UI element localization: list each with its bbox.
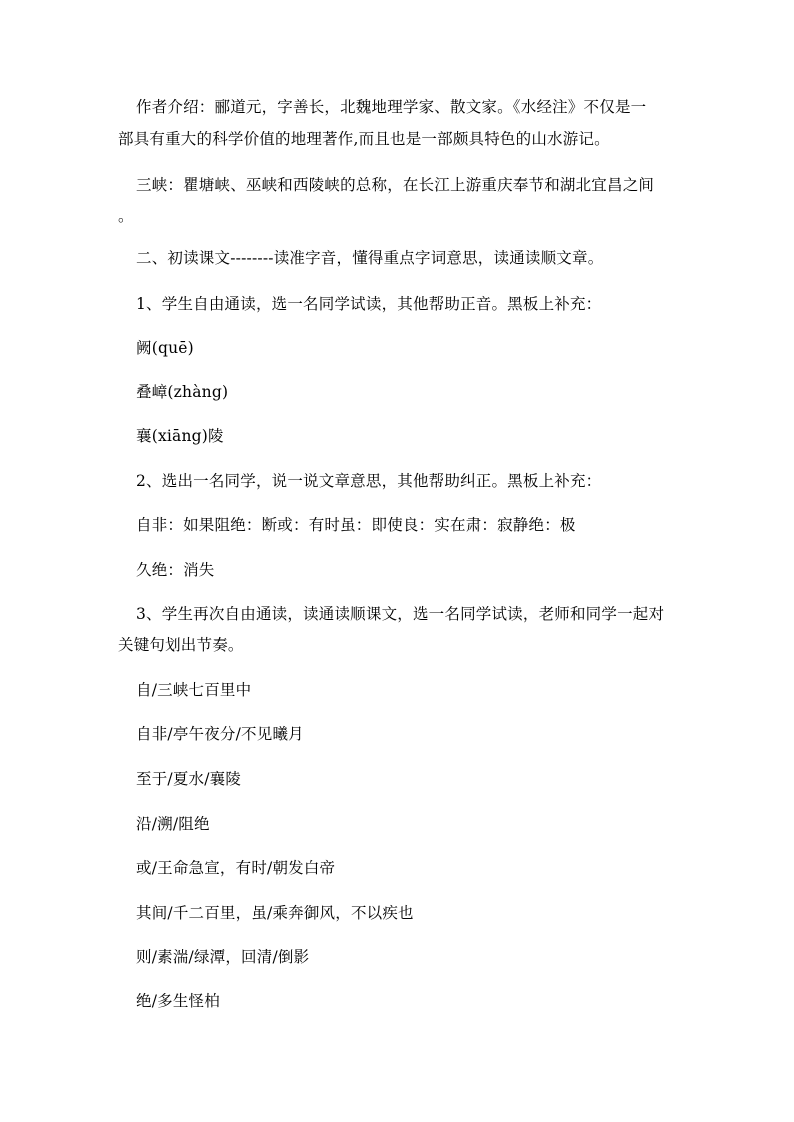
pronunciation-item: 阙(quē) [136,339,194,357]
definitions-line-2: 久绝：消失 [136,561,215,579]
step-3-text-line-1: 3、学生再次自由通读，读通读顺课文，选一名同学试读，老师和同学一起对 [136,605,665,623]
author-intro-line-2: 部具有重大的科学价值的地理著作,而且也是一部颇具特色的山水游记。 [118,130,610,148]
step-2-text: 2、选出一名同学，说一说文章意思，其他帮助纠正。黑板上补充： [136,472,602,490]
rhythm-line: 或/王命急宣，有时/朝发白帝 [136,859,336,877]
rhythm-line: 沿/溯/阻绝 [136,815,210,833]
definitions-line-1: 自非：如果阻绝：断或：有时虽：即使良：实在肃：寂静绝：极 [136,516,576,534]
author-intro-line-1: 作者介绍：郦道元，字善长，北魏地理学家、散文家。《水经注》不仅是一 [136,98,647,116]
rhythm-line: 至于/夏水/襄陵 [136,770,242,788]
section-heading: 二、初读课文--------读准字音，懂得重点字词意思，读通读顺文章。 [136,249,604,267]
rhythm-line: 自/三峡七百里中 [136,681,252,699]
three-gorges-line-2: 。 [118,207,134,225]
step-1-text: 1、学生自由通读，选一名同学试读，其他帮助正音。黑板上补充： [136,295,602,313]
pronunciation-item: 叠嶂(zhàng) [136,383,229,401]
step-3-text-line-2: 关键句划出节奏。 [118,636,244,654]
rhythm-line: 则/素湍/绿潭，回清/倒影 [136,948,310,966]
three-gorges-line-1: 三峡：瞿塘峡、巫峡和西陵峡的总称，在长江上游重庆奉节和湖北宜昌之间 [136,176,655,194]
rhythm-line: 自非/亭午夜分/不见曦月 [136,725,304,743]
rhythm-line: 绝/多生怪柏 [136,992,220,1010]
pronunciation-item: 襄(xiāng)陵 [136,427,224,445]
rhythm-line: 其间/千二百里，虽/乘奔御风，不以疾也 [136,904,414,922]
